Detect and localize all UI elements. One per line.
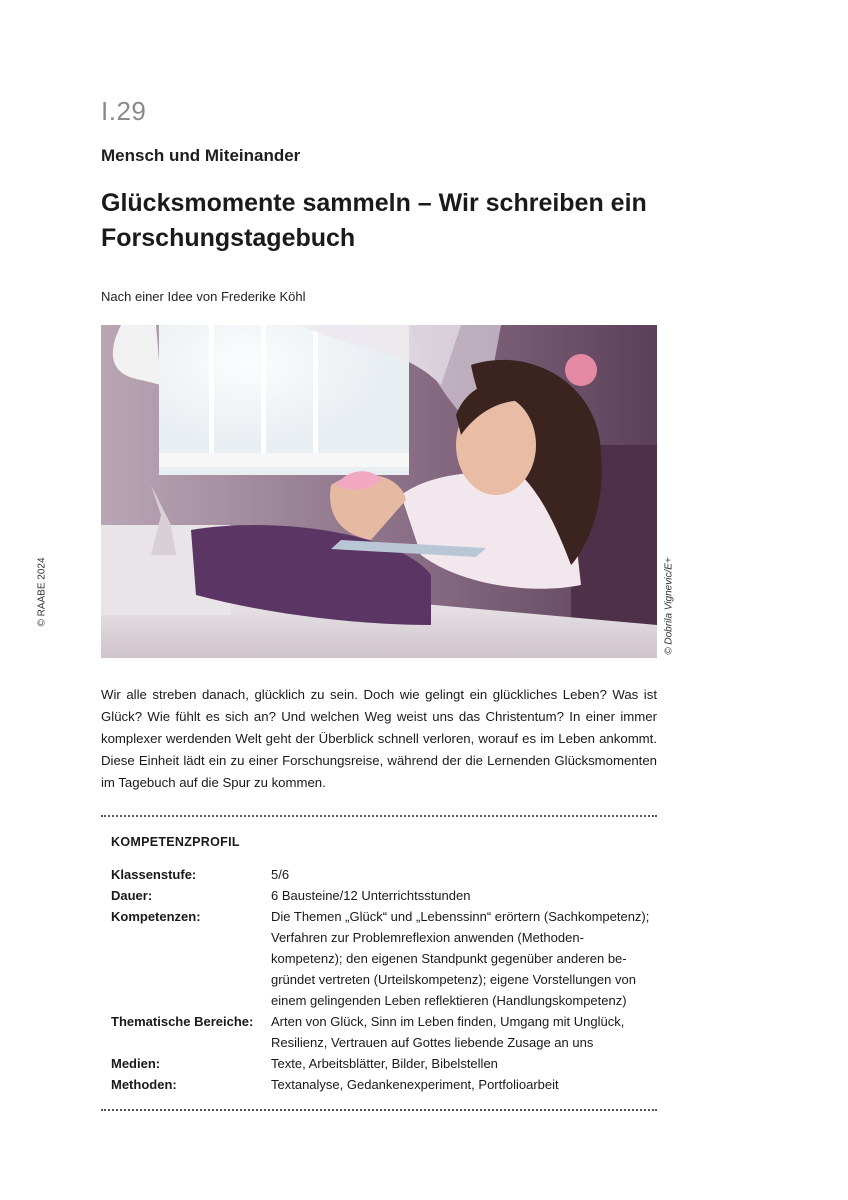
profile-value-line: Arten von Glück, Sinn im Leben finden, Umgang mit Unglück, xyxy=(271,1014,625,1029)
profile-value xyxy=(271,1011,651,1053)
profile-value-line: gründet vertreten (Urteilskompetenz); eigene Vorstellungen von xyxy=(271,972,636,987)
unit-code: I.29 xyxy=(101,96,147,126)
profile-value-line: Texte, Arbeitsblätter, Bilder, Bibelstellen xyxy=(271,1056,498,1071)
profile-value xyxy=(271,864,651,885)
photo-credit: © Dobrila Vignevic/E+ xyxy=(663,557,675,655)
profile-row xyxy=(111,1011,651,1053)
divider-bottom xyxy=(101,1109,657,1111)
profile-row xyxy=(111,906,651,1011)
profile-label: Klassenstufe: xyxy=(111,867,197,882)
profile-value-line: Verfahren zur Problemreflexion anwenden (Methoden- xyxy=(271,930,584,945)
profile-value-line: Die Themen „Glück“ und „Lebenssinn“ erörtern (Sachkompetenz); xyxy=(271,909,650,924)
profile-value-line: 6 Bausteine/12 Unterrichtsstunden xyxy=(271,888,471,903)
profile-label: Methoden: xyxy=(111,1077,177,1092)
profile-label: Dauer: xyxy=(111,888,153,903)
author-note: Nach einer Idee von Frederike Köhl xyxy=(101,289,306,304)
title-line-2: Forschungstagebuch xyxy=(101,224,356,252)
profile-row xyxy=(111,1053,651,1074)
intro-paragraph: Wir alle streben danach, glücklich zu sein. Doch wie gelingt ein glückliches Leben? Was ist Glück? Wie fühlt es sich an? Und welchen Weg weist uns das Christentum? In einer immer komplexer werdenden Welt geht der Überblick schnell verloren, worauf es im Leben ankommt. Diese Einheit lädt ein zu einer Forschungsreise, während der die Lernenden Glücksmomenten im Tagebuch auf die Spur zu kommen. xyxy=(101,687,657,790)
profile-row xyxy=(111,885,651,906)
profile-row xyxy=(111,864,651,885)
profile-row xyxy=(111,1074,651,1095)
profile-value xyxy=(271,1053,651,1074)
profile-value-line: 5/6 xyxy=(271,867,290,882)
page-title xyxy=(101,186,661,256)
profile-label: Kompetenzen: xyxy=(111,909,201,924)
section-title: Mensch und Miteinander xyxy=(101,146,301,165)
profile-value xyxy=(271,885,651,906)
competence-profile xyxy=(111,864,651,1095)
divider-top xyxy=(101,815,657,817)
photo-girl-writing-diary-icon xyxy=(101,325,657,658)
profile-value-line: Resilienz, Vertrauen auf Gottes liebende Zusage an uns xyxy=(271,1035,594,1050)
profile-value xyxy=(271,1074,651,1095)
hero-photo xyxy=(101,325,657,658)
profile-value-line: einem gelingenden Leben reflektieren (Handlungskompetenz) xyxy=(271,993,627,1008)
profile-label: Thematische Bereiche: xyxy=(111,1014,254,1029)
title-line-1: Glücksmomente sammeln – Wir schreiben ein xyxy=(101,189,647,217)
profile-heading: KOMPETENZPROFIL xyxy=(111,835,240,849)
profile-value-line: Textanalyse, Gedankenexperiment, Portfolioarbeit xyxy=(271,1077,559,1092)
intro-text xyxy=(101,684,657,794)
profile-value xyxy=(271,906,651,1011)
profile-value-line: kompetenz); den eigenen Standpunkt gegenüber anderen be- xyxy=(271,951,627,966)
copyright-note: © RAABE 2024 xyxy=(36,557,48,627)
profile-label: Medien: xyxy=(111,1056,161,1071)
